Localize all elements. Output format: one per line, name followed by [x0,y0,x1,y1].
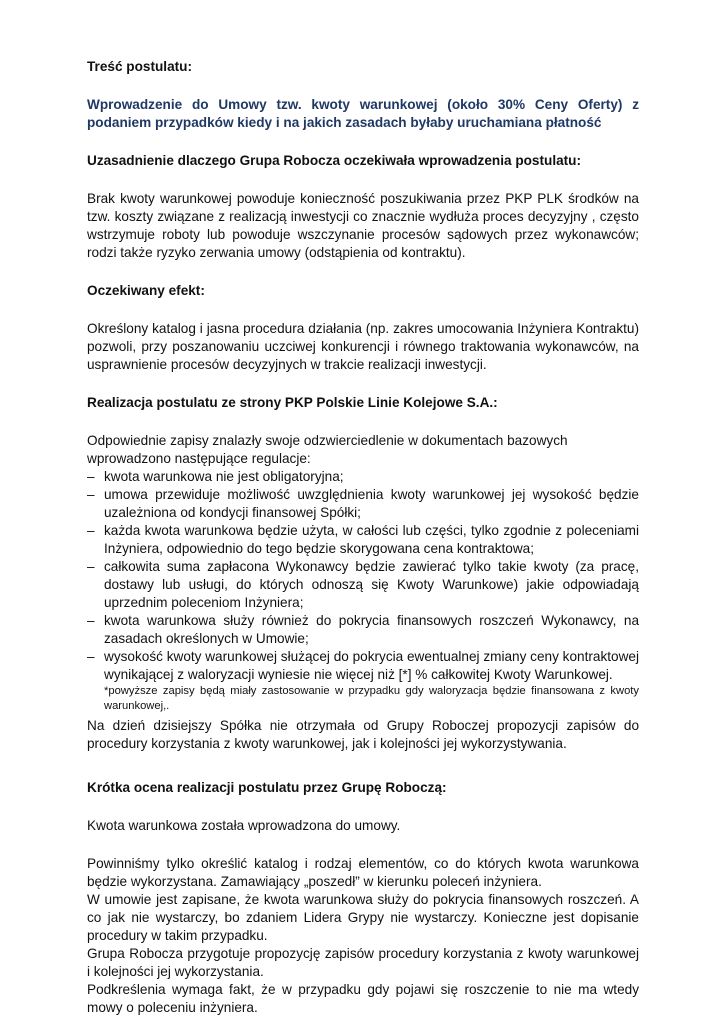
ocena-paragraph-2: Powinniśmy tylko określić katalog i rodzaj elementów, co do których kwota warunkowa będzie wykorzystana. Zamawiający „poszedł” w kierunku poleceń inżyniera. [87,856,639,889]
uzasadnienie-paragraph: Brak kwoty warunkowej powoduje konieczność poszukiwania przez PKP PLK środków na tzw. koszty związane z realizacją inwestycji co znacznie wydłuża proces decyzyjny , często wstrzymuje roboty lub powoduje wszczynanie procesów sądowych przez wykonawców; rodzi także ryzyko zerwania umowy (odstąpienia od kontraktu). [87,191,639,260]
list-item: – kwota warunkowa służy również do pokrycia finansowych roszczeń Wykonawcy, na zasadach określonych w Umowie; [87,612,639,648]
list-item: – każda kwota warunkowa będzie użyta, w całości lub części, tylko zgodnie z poleceniami Inżyniera, odpowiednio do tego będzie skorygowana cena kontraktowa; [87,522,639,558]
realizacja-intro-line-2: wprowadzono następujące regulacje: [87,451,311,466]
realizacja-intro-line-1: Odpowiednie zapisy znalazły swoje odzwierciedlenie w dokumentach bazowych [87,433,568,448]
ocena-paragraph-3: W umowie jest zapisane, że kwota warunkowa służy do pokrycia finansowych roszczeń. A co jak nie wystarczy, bo zdaniem Lidera Grypy nie wystarczy. Konieczne jest dopisanie procedury w takim przypadku. [87,892,639,943]
heading-ocena: Krótka ocena realizacji postulatu przez Grupę Roboczą: [87,780,447,795]
footnote: *powyższe zapisy będą miały zastosowanie w przypadku gdy waloryzacja będzie finansowana z kwoty warunkowej,. [104,685,639,712]
document-page [87,58,639,1017]
postulate-text: Wprowadzenie do Umowy tzw. kwoty warunkowej (około 30% Ceny Oferty) z podaniem przypadków kiedy i na jakich zasadach byłaby uruchamiana płatność [87,97,639,130]
heading-uzasadnienie: Uzasadnienie dlaczego Grupa Robocza oczekiwała wprowadzenia postulatu: [87,153,582,168]
heading-tresc: Treść postulatu: [87,59,192,74]
ocena-paragraph-5: Podkreślenia wymaga fakt, że w przypadku gdy pojawi się roszczenie to nie ma wtedy mowy o poleceniu inżyniera. [87,982,639,1015]
ocena-paragraph-4: Grupa Robocza przygotuje propozycję zapisów procedury korzystania z kwoty warunkowej i kolejności jej wykorzystania. [87,946,639,979]
heading-efekt: Oczekiwany efekt: [87,283,205,298]
heading-realizacja: Realizacja postulatu ze strony PKP Polskie Linie Kolejowe S.A.: [87,395,498,410]
ocena-paragraph-1: Kwota warunkowa została wprowadzona do umowy. [87,818,401,833]
list-item: – umowa przewiduje możliwość uwzględnienia kwoty warunkowej jej wysokość będzie uzależniona od kondycji finansowej Spółki; [87,486,639,522]
realizacja-end-paragraph: Na dzień dzisiejszy Spółka nie otrzymała od Grupy Roboczej propozycji zapisów do procedury korzystania z kwoty warunkowej, jak i kolejności jej wykorzystywania. [87,718,639,751]
list-item: – kwota warunkowa nie jest obligatoryjna; [87,468,639,486]
efekt-paragraph: Określony katalog i jasna procedura działania (np. zakres umocowania Inżyniera Kontraktu) pozwoli, przy poszanowaniu uczciwej konkurencji i równego traktowania wykonawców, na usprawnienie procesów decyzyjnych w trakcie realizacji inwestycji. [87,321,639,372]
regulations-list [87,468,639,684]
list-item: – wysokość kwoty warunkowej służącej do pokrycia ewentualnej zmiany ceny kontraktowej wynikającej z waloryzacji wyniesie nie więcej niż [*] % całkowitej Kwoty Warunkowej. [87,648,639,684]
list-item: – całkowita suma zapłacona Wykonawcy będzie zawierać tylko takie kwoty (za pracę, dostawy lub usługi, do których odnoszą się Kwoty Warunkowe) jakie odpowiadają uprzednim poleceniom Inżyniera; [87,558,639,612]
